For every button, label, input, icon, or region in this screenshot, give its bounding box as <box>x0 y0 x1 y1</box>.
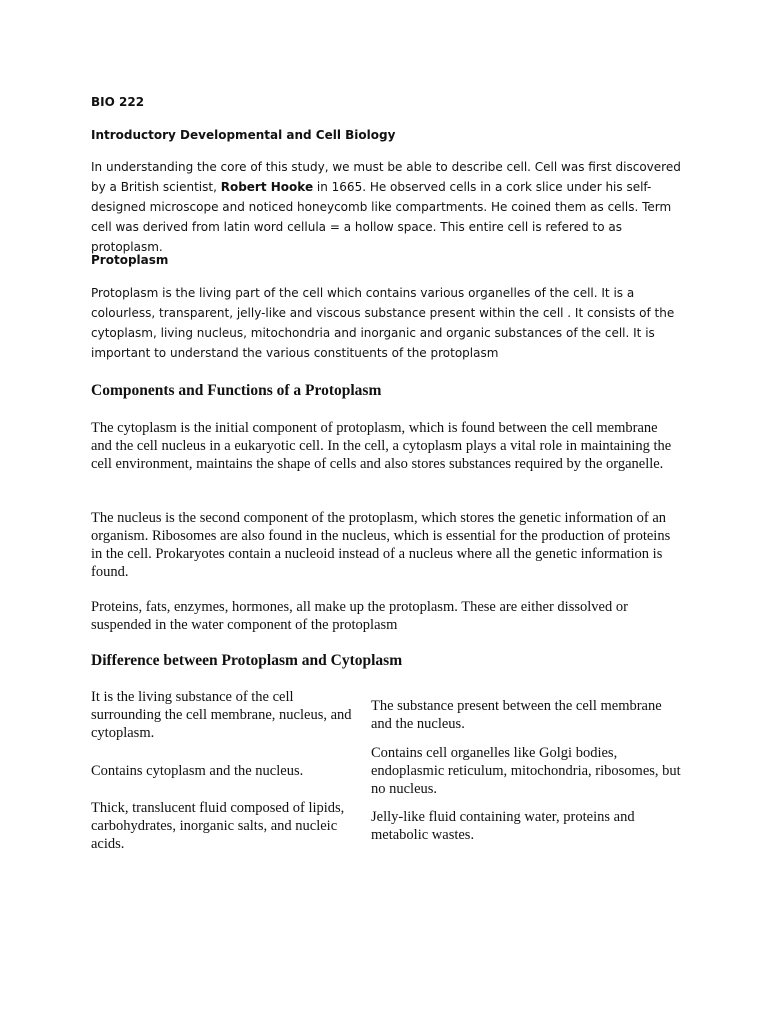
proteins-paragraph: Proteins, fats, enzymes, hormones, all make up the protoplasm. These are either dissolved or suspended in the water component of the protoplasm <box>91 599 628 633</box>
protoplasm-paragraph: Protoplasm is the living part of the cell which contains various organelles of the cell. It is a colourless, transparent, jelly-like and viscous substance present within the cell . It consists of the cytoplasm, living nucleus, mitochondria and inorganic and organic substances of the cell. It is important to understand the various constituents of the protoplasm <box>91 286 675 360</box>
difference-heading: Difference between Protoplasm and Cytoplasm <box>91 652 403 669</box>
cytoplasm-paragraph: The cytoplasm is the initial component of protoplasm, which is found between the cell membrane and the cell nucleus in a eukaryotic cell. In the cell, a cytoplasm plays a vital role in maintaining the cell environment, maintains the shape of cells and also stores substances required by the organelle. <box>91 420 672 472</box>
course-code: BIO 222 <box>91 95 145 109</box>
intro-paragraph <box>91 157 681 257</box>
table-cell-cytoplasm: Contains cell organelles like Golgi bodies, endoplasmic reticulum, mitochondria, ribosomes, but no nucleus. <box>371 745 681 797</box>
intro-text-part2: in 1665. He observed cells in a cork slice under his self-designed microscope and noticed honeycomb like compartments. He coined them as cells. Term cell was derived from latin word cellula = a hollow space. This entire cell is refered to as protoplasm. <box>91 180 672 254</box>
scientist-name: Robert Hooke <box>220 180 314 194</box>
nucleus-paragraph: The nucleus is the second component of the protoplasm, which stores the genetic information of an organism. Ribosomes are also found in the nucleus, which is essential for the production of proteins in the cell. Prokaryotes contain a nucleoid instead of a nucleus where all the genetic information is found. <box>91 510 671 580</box>
intro-text-part1: n understanding the core of this study, we must be able to describe cell. Cell was first discovered by a British scientist, <box>91 160 681 194</box>
table-cell-protoplasm: It is the living substance of the cell surrounding the cell membrane, nucleus, and cytoplasm. <box>91 689 352 741</box>
table-cell-cytoplasm: The substance present between the cell membrane and the nucleus. <box>371 698 662 732</box>
table-cell-protoplasm: Contains cytoplasm and the nucleus. <box>91 763 304 779</box>
protoplasm-heading: Protoplasm <box>91 253 169 267</box>
course-title: Introductory Developmental and Cell Biology <box>91 128 396 142</box>
components-heading: Components and Functions of a Protoplasm <box>91 382 382 399</box>
table-cell-cytoplasm: Jelly-like fluid containing water, proteins and metabolic wastes. <box>371 809 635 843</box>
intro-drop-letter: I <box>91 160 95 174</box>
table-cell-protoplasm: Thick, translucent fluid composed of lipids, carbohydrates, inorganic salts, and nucleic acids. <box>91 800 345 852</box>
